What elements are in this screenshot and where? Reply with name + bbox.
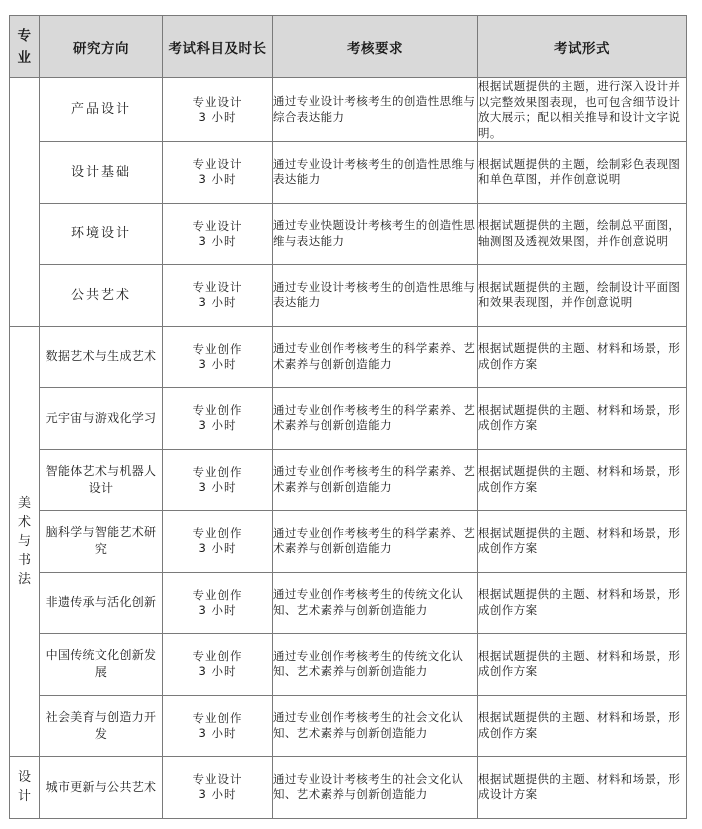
subject-name: 专业设计 [192,280,243,295]
requirement-cell: 通过专业创作考核考生的科学素养、艺术素养与创新创造能力 [273,511,478,573]
subject-cell [163,388,273,450]
subject-duration: 3 小时 [198,602,237,617]
format-cell: 根据试题提供的主题，绘制设计平面图和效果表现图，并作创意说明 [478,265,687,327]
header-major-text [10,25,39,69]
table-row [10,326,687,388]
direction-cell: 社会美育与创造力开发 [40,695,163,757]
format-cell: 根据试题提供的主题，绘制彩色表现图和单色草图，并作创意说明 [478,142,687,204]
subject-name: 专业设计 [192,218,243,233]
subject-duration: 3 小时 [198,233,237,248]
major-char: 设 [17,770,31,786]
direction-cell: 脑科学与智能艺术研究 [40,511,163,573]
subject-name: 专业设计 [192,157,243,172]
table-body [10,78,687,819]
subject-duration: 3 小时 [198,295,237,310]
header-subject: 考试科目及时长 [163,16,273,78]
exam-requirements-table [9,15,687,819]
subject-duration: 3 小时 [198,418,237,433]
direction-cell: 环境设计 [40,203,163,265]
major-cell-blank [10,78,40,327]
subject-name: 专业设计 [192,94,243,109]
subject-duration: 3 小时 [198,356,237,371]
subject-duration: 3 小时 [198,787,237,802]
requirement-cell: 通过专业创作考核考生的科学素养、艺术素养与创新创造能力 [273,449,478,511]
header-major-char: 专 [17,27,32,44]
format-cell: 根据试题提供的主题、材料和场景，形成创作方案 [478,449,687,511]
subject-cell [163,142,273,204]
table-row [10,142,687,204]
format-cell: 根据试题提供的主题、材料和场景，形成创作方案 [478,634,687,696]
subject-name: 专业创作 [192,649,243,664]
requirement-cell: 通过专业设计考核考生的创造性思维与表达能力 [273,142,478,204]
subject-cell [163,511,273,573]
subject-duration: 3 小时 [198,664,237,679]
subject-cell [163,78,273,142]
table-header [10,16,687,78]
requirement-cell: 通过专业创作考核考生的科学素养、艺术素养与创新创造能力 [273,388,478,450]
requirement-cell: 通过专业创作考核考生的传统文化认知、艺术素养与创新创造能力 [273,572,478,634]
subject-duration: 3 小时 [198,725,237,740]
subject-duration: 3 小时 [198,541,237,556]
requirement-cell: 通过专业创作考核考生的科学素养、艺术素养与创新创造能力 [273,326,478,388]
subject-duration: 3 小时 [198,109,237,124]
format-cell: 根据试题提供的主题，进行深入设计并以完整效果图表现，也可包含细节设计放大展示；配以相关推导和设计文字说明。 [478,78,687,142]
subject-name: 专业创作 [192,341,243,356]
subject-name: 专业创作 [192,526,243,541]
subject-name: 专业创作 [192,587,243,602]
header-requirement: 考核要求 [273,16,478,78]
subject-duration: 3 小时 [198,479,237,494]
header-row [10,16,687,78]
header-major [10,16,40,78]
major-char: 与 [17,533,31,549]
format-cell: 根据试题提供的主题、材料和场景，形成创作方案 [478,388,687,450]
table-row [10,203,687,265]
subject-cell [163,203,273,265]
table-row [10,265,687,327]
major-char: 书 [17,552,31,568]
table-row [10,634,687,696]
direction-cell: 城市更新与公共艺术 [40,757,163,819]
major-char: 术 [17,514,31,530]
table-row [10,695,687,757]
subject-cell [163,326,273,388]
header-direction: 研究方向 [40,16,163,78]
subject-name: 专业创作 [192,403,243,418]
major-char: 法 [17,571,31,587]
subject-cell [163,695,273,757]
table-row [10,757,687,819]
table-row [10,78,687,142]
subject-name: 专业创作 [192,464,243,479]
header-format: 考试形式 [478,16,687,78]
header-major-char: 业 [17,49,32,66]
subject-name: 专业创作 [192,710,243,725]
direction-cell: 元宇宙与游戏化学习 [40,388,163,450]
requirement-cell: 通过专业创作考核考生的社会文化认知、艺术素养与创新创造能力 [273,695,478,757]
format-cell: 根据试题提供的主题、材料和场景，形成设计方案 [478,757,687,819]
subject-cell [163,449,273,511]
requirement-cell: 通过专业创作考核考生的传统文化认知、艺术素养与创新创造能力 [273,634,478,696]
format-cell: 根据试题提供的主题、材料和场景，形成创作方案 [478,695,687,757]
requirement-cell: 通过专业快题设计考核考生的创造性思维与表达能力 [273,203,478,265]
direction-cell: 智能体艺术与机器人设计 [40,449,163,511]
subject-cell [163,265,273,327]
major-cell-design [10,757,40,819]
format-cell: 根据试题提供的主题、材料和场景，形成创作方案 [478,572,687,634]
requirement-cell: 通过专业设计考核考生的创造性思维与表达能力 [273,265,478,327]
direction-cell: 非遗传承与活化创新 [40,572,163,634]
format-cell: 根据试题提供的主题、材料和场景，形成创作方案 [478,511,687,573]
requirement-cell: 通过专业设计考核考生的社会文化认知、艺术素养与创新创造能力 [273,757,478,819]
direction-cell: 中国传统文化创新发展 [40,634,163,696]
major-char: 计 [17,789,31,805]
format-cell: 根据试题提供的主题、材料和场景，形成创作方案 [478,326,687,388]
table-row [10,511,687,573]
subject-cell [163,634,273,696]
table-row [10,449,687,511]
major-char: 美 [17,495,31,511]
direction-cell: 公共艺术 [40,265,163,327]
direction-cell: 设计基础 [40,142,163,204]
subject-cell [163,757,273,819]
subject-duration: 3 小时 [198,172,237,187]
requirement-cell: 通过专业设计考核考生的创造性思维与综合表达能力 [273,78,478,142]
subject-name: 专业设计 [192,772,243,787]
major-cell-fine-arts [10,326,40,757]
direction-cell: 数据艺术与生成艺术 [40,326,163,388]
major-label [10,494,39,589]
subject-cell [163,572,273,634]
major-label [10,768,39,806]
table-row [10,572,687,634]
format-cell: 根据试题提供的主题，绘制总平面图，轴测图及透视效果图，并作创意说明 [478,203,687,265]
direction-cell: 产品设计 [40,78,163,142]
table-row [10,388,687,450]
